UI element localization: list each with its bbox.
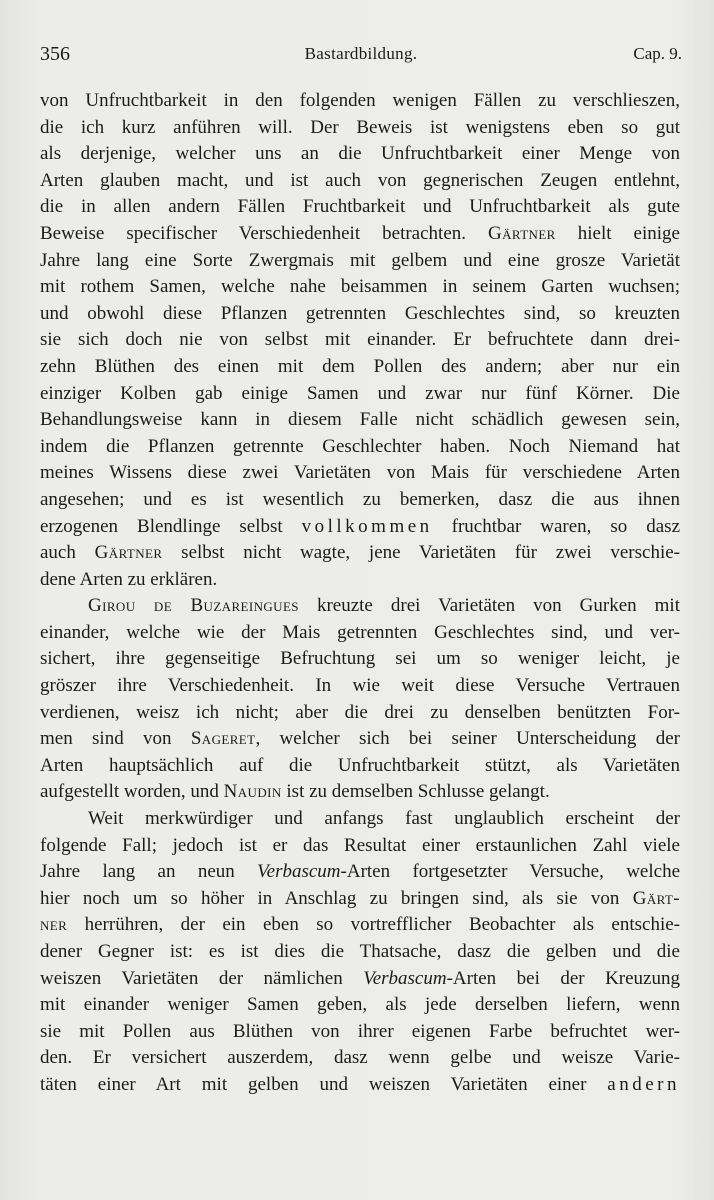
text-line bbox=[40, 1045, 680, 1072]
text-line bbox=[40, 460, 680, 487]
text-line bbox=[40, 700, 680, 727]
line-text: dene Arten zu erklären. bbox=[40, 568, 218, 590]
text-line bbox=[40, 593, 680, 620]
line-text: den. Er versichert auszerdem, dasz wenn gelbe und weisze Varie- bbox=[40, 1047, 680, 1069]
text-line bbox=[40, 115, 680, 142]
text-line bbox=[40, 407, 680, 434]
text-line bbox=[40, 487, 680, 514]
line-text: sichert, ihre gegenseitige Befruchtung sei um so weniger leicht, je bbox=[40, 648, 680, 670]
text-line bbox=[40, 806, 680, 833]
text-line bbox=[40, 354, 680, 381]
text-line bbox=[40, 992, 680, 1019]
line-text: hielt einige bbox=[555, 222, 680, 244]
chapter-label: Cap. 9. bbox=[633, 44, 682, 63]
running-title: Bastardbildung. bbox=[304, 44, 418, 63]
line-text: Arten hauptsächlich auf die Unfruchtbarkeit stützt, als Varietäten bbox=[40, 754, 680, 776]
line-text: kreuzte drei Varietäten von Gurken mit bbox=[298, 595, 680, 617]
text-line bbox=[40, 1072, 680, 1099]
line-text: mit einander weniger Samen geben, als jede derselben liefern, wenn bbox=[40, 994, 680, 1016]
line-text: hier noch um so höher in Anschlag zu bringen sind, als sie von bbox=[40, 887, 633, 909]
line-text: sie mit Pollen aus Blüthen von ihrer eigenen Farbe befruchtet wer- bbox=[40, 1020, 680, 1042]
line-text: ist zu demselben Schlusse gelangt. bbox=[281, 781, 550, 803]
line-text: fruchtbar waren, so dasz bbox=[432, 515, 680, 537]
author-name: ner bbox=[40, 914, 68, 936]
line-text: -Arten bei der Kreuzung bbox=[446, 967, 680, 989]
spaced-emphasis: vollkommen bbox=[301, 515, 433, 537]
line-text: auch bbox=[40, 542, 95, 564]
author-name: Naudin bbox=[223, 781, 282, 803]
author-name: Gärt- bbox=[632, 887, 680, 909]
line-text: meines Wissens diese zwei Varietäten von Mais für verschiedene Arten bbox=[40, 462, 680, 484]
line-text: verdienen, weisz ich nicht; aber die drei zu denselben benützten For- bbox=[40, 701, 680, 723]
line-text: einziger Kolben gab einige Samen und zwar nur fünf Körner. Die bbox=[40, 382, 680, 404]
text-line bbox=[40, 567, 680, 594]
text-line bbox=[40, 274, 680, 301]
text-line bbox=[40, 753, 680, 780]
text-line bbox=[40, 194, 680, 221]
author-name: Gärtner bbox=[94, 542, 163, 564]
text-line bbox=[40, 859, 680, 886]
line-text: selbst nicht wagte, jene Varietäten für zwei verschie- bbox=[162, 542, 680, 564]
genus-name: Verbascum bbox=[363, 967, 447, 989]
line-text: Arten glauben macht, und ist auch von gegnerischen Zeugen entlehnt, bbox=[40, 169, 680, 191]
text-line bbox=[40, 646, 680, 673]
line-text: , welcher sich bei seiner Unterscheidung der bbox=[255, 728, 680, 750]
line-text: einander, welche wie der Mais getrennten Geschlechtes sind, und ver- bbox=[40, 621, 680, 643]
text-line bbox=[40, 540, 680, 567]
line-text: die in allen andern Fällen Fruchtbarkeit und Unfruchtbarkeit als gute bbox=[40, 196, 680, 218]
text-line bbox=[40, 514, 680, 541]
line-text: Jahre lang eine Sorte Zwergmais mit gelbem und eine grosze Varietät bbox=[40, 249, 680, 271]
author-name: Gärtner bbox=[488, 222, 556, 244]
text-line bbox=[40, 327, 680, 354]
text-line bbox=[40, 1019, 680, 1046]
line-text: zehn Blüthen des einen mit dem Pollen des andern; aber nur ein bbox=[40, 355, 680, 377]
text-line bbox=[40, 381, 680, 408]
text-line bbox=[40, 620, 680, 647]
line-text: dener Gegner ist: es ist dies die Thatsache, dasz die gelben und die bbox=[40, 941, 680, 962]
line-text: aufgestellt worden, und bbox=[40, 781, 224, 803]
line-text: erzogenen Blendlinge selbst bbox=[40, 515, 302, 537]
text-line bbox=[40, 912, 680, 939]
line-text: herrühren, der ein eben so vortrefflicher Beobachter als entschie- bbox=[67, 914, 680, 936]
line-text: -Arten fortgesetzter Versuche, welche bbox=[340, 861, 680, 883]
text-line bbox=[40, 673, 680, 700]
author-name: Girou de Buzareingues bbox=[88, 595, 299, 617]
text-line bbox=[40, 221, 680, 248]
line-text: Weit merkwürdiger und anfangs fast unglaublich erscheint der bbox=[88, 808, 680, 830]
line-text: und obwohl diese Pflanzen getrennten Geschlechtes sind, so kreuzten bbox=[40, 302, 680, 324]
line-text: Jahre lang an neun bbox=[40, 861, 258, 883]
author-name: Sageret bbox=[190, 728, 256, 750]
line-text: als derjenige, welcher uns an die Unfruchtbarkeit einer Menge von bbox=[40, 143, 680, 165]
text-line bbox=[40, 168, 680, 195]
line-text: täten einer Art mit gelben und weiszen Varietäten einer bbox=[40, 1073, 608, 1095]
line-text: von Unfruchtbarkeit in den folgenden wenigen Fällen zu verschlieszen, bbox=[40, 90, 680, 111]
page-header bbox=[40, 43, 682, 67]
line-text: mit rothem Samen, welche nahe beisammen in seinem Garten wuchsen; bbox=[40, 276, 680, 298]
text-line bbox=[40, 301, 680, 328]
line-text: weiszen Varietäten der nämlichen bbox=[40, 967, 364, 989]
text-line bbox=[40, 141, 680, 168]
line-text: Behandlungsweise kann in diesem Falle nicht schädlich gewesen sein, bbox=[40, 409, 680, 431]
line-text: folgende Fall; jedoch ist er das Resultat einer erstaunlichen Zahl viele bbox=[40, 834, 680, 856]
text-line bbox=[40, 886, 680, 913]
line-text: indem die Pflanzen getrennte Geschlechter haben. Noch Niemand hat bbox=[40, 435, 680, 457]
line-text: angesehen; und es ist wesentlich zu bemerken, dasz die aus ihnen bbox=[40, 488, 680, 510]
body-text bbox=[40, 88, 680, 1099]
line-text: Beweise specifischer Verschiedenheit betrachten. bbox=[40, 222, 489, 244]
text-line bbox=[40, 833, 680, 860]
genus-name: Verbascum bbox=[257, 861, 341, 883]
text-line bbox=[40, 248, 680, 275]
text-line bbox=[40, 434, 680, 461]
text-line bbox=[40, 88, 680, 115]
page-number: 356 bbox=[40, 43, 70, 65]
line-text: men sind von bbox=[40, 728, 191, 750]
text-line bbox=[40, 939, 680, 966]
line-text: sie sich doch nie von selbst mit einander. Er befruchtete dann drei- bbox=[40, 329, 680, 351]
line-text: gröszer ihre Verschiedenheit. In wie weit diese Versuche Vertrauen bbox=[40, 675, 680, 697]
line-text: die ich kurz anführen will. Der Beweis ist wenigstens eben so gut bbox=[40, 116, 680, 138]
spaced-emphasis: andern bbox=[607, 1073, 680, 1095]
text-line bbox=[40, 779, 680, 806]
text-line bbox=[40, 726, 680, 753]
text-line bbox=[40, 966, 680, 993]
